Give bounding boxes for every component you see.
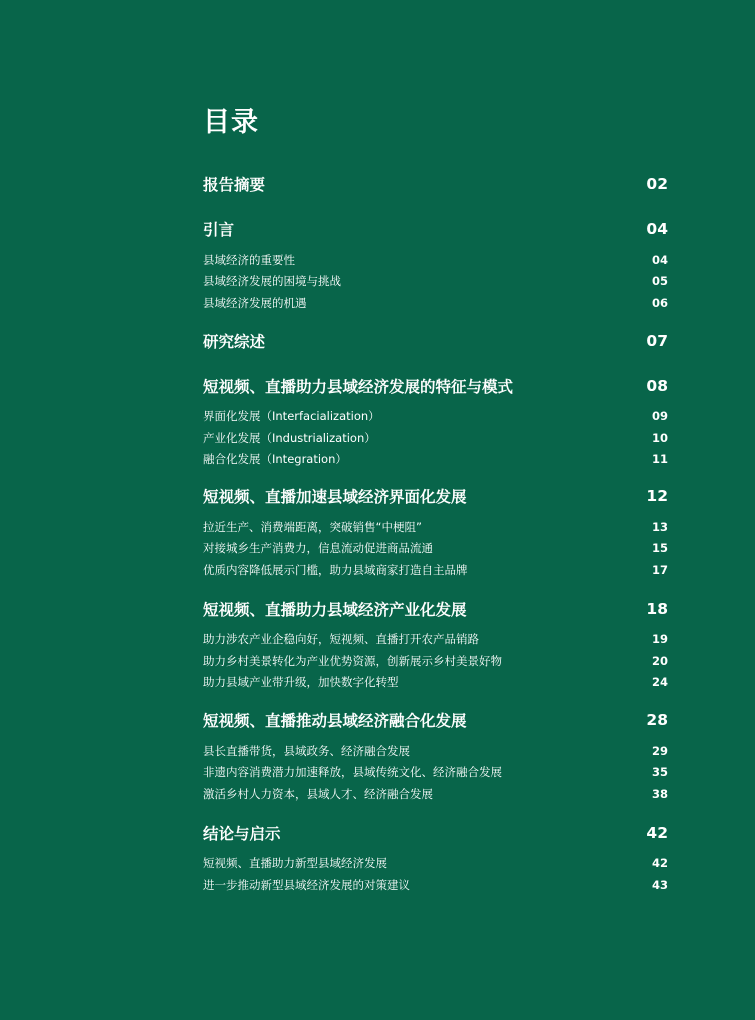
toc-subsection-list [203,406,668,471]
toc-subsection-page: 20 [651,653,668,668]
toc-section-entry[interactable] [203,706,668,734]
toc-subsection-page: 13 [651,519,668,534]
toc-subsection-title: 融合化发展（Integration） [203,452,347,467]
toc-section-page: 18 [646,599,668,618]
toc-section-page: 04 [646,220,668,238]
toc-section [203,482,668,581]
toc-subsection-page: 06 [651,295,668,310]
toc-subsection-page: 24 [651,675,668,690]
toc-subsection-title: 短视频、直播助力新型县域经济发展 [203,856,387,871]
toc-subsection-title: 对接城乡生产消费力，信息流动促进商品流通 [203,541,433,556]
toc-subsection-title: 助力乡村美景转化为产业优势资源，创新展示乡村美景好物 [203,653,502,668]
toc-section-page: 12 [646,487,668,505]
toc-subsection-title: 产业化发展（Industrialization） [203,430,376,445]
toc-section [203,372,668,471]
toc-subsection-list [203,516,668,581]
toc-subsection-page: 09 [651,409,668,424]
toc-subsection-entry[interactable] [203,559,668,581]
toc-subsection-list [203,629,668,694]
toc-section-title: 短视频、直播推动县域经济融合化发展 [203,712,467,730]
toc-section-title: 短视频、直播加速县域经济界面化发展 [203,488,467,506]
toc-subsection-page: 35 [651,765,668,780]
toc-section-page: 07 [646,331,668,350]
toc-subsection-entry[interactable] [203,406,668,428]
toc-section [203,215,668,314]
toc-section-entry[interactable] [203,327,668,355]
toc-subsection-page: 11 [651,452,668,467]
toc-section-page: 02 [646,175,668,193]
toc-subsection-entry[interactable] [203,650,668,672]
toc-subsection-page: 10 [651,430,668,445]
toc-subsection-entry[interactable] [203,427,668,449]
toc-subsection-entry[interactable] [203,538,668,560]
toc-subsection-entry[interactable] [203,762,668,784]
toc-subsection-title: 县域经济发展的机遇 [203,295,307,310]
toc-subsection-page: 38 [651,786,668,801]
toc-section [203,819,668,896]
toc-section-entry[interactable] [203,170,668,198]
toc-subsection-title: 助力县域产业带升级，加快数字化转型 [203,675,399,690]
toc-subsection-title: 县域经济发展的困境与挑战 [203,274,341,289]
toc-section-entry[interactable] [203,819,668,847]
toc-subsection-page: 19 [651,632,668,647]
toc-subsection-title: 界面化发展（Interfacialization） [203,409,380,424]
toc-subsection-entry[interactable] [203,449,668,471]
toc-subsection-title: 非遗内容消费潜力加速释放，县域传统文化、经济融合发展 [203,765,502,780]
toc-subsection-list [203,740,668,805]
toc-section-title: 短视频、直播助力县域经济产业化发展 [203,600,467,619]
toc-subsection-entry[interactable] [203,874,668,896]
toc-subsection-page: 04 [651,252,668,267]
toc-subsection-entry[interactable] [203,629,668,651]
toc-subsection-title: 助力涉农产业企稳向好，短视频、直播打开农产品销路 [203,632,479,647]
toc-subsection-title: 优质内容降低展示门槛，助力县域商家打造自主品牌 [203,562,468,577]
toc-subsection-page: 17 [651,562,668,577]
toc-subsection-entry[interactable] [203,853,668,875]
toc-subsection-entry[interactable] [203,249,668,271]
toc-section-entry[interactable] [203,482,668,510]
toc-subsection-entry[interactable] [203,292,668,314]
toc-section-page: 42 [646,823,668,842]
toc-subsection-entry[interactable] [203,740,668,762]
toc-subsection-page: 43 [651,877,668,892]
toc-subsection-list [203,249,668,314]
toc-subsection-list [203,853,668,896]
toc-section [203,595,668,694]
toc-section [203,170,668,198]
toc-body [203,170,668,896]
toc-section-title: 报告摘要 [203,176,266,194]
toc-subsection-title: 进一步推动新型县域经济发展的对策建议 [203,877,410,892]
toc-section-page: 08 [646,376,668,395]
toc-subsection-title: 激活乡村人力资本，县域人才、经济融合发展 [203,786,433,801]
toc-subsection-page: 29 [651,743,668,758]
toc-subsection-page: 42 [651,856,668,871]
toc-subsection-entry[interactable] [203,783,668,805]
toc-section-entry[interactable] [203,372,668,400]
toc-title: 目录 [203,107,259,138]
toc-section-entry[interactable] [203,595,668,623]
toc-section-entry[interactable] [203,215,668,243]
toc-section [203,706,668,805]
toc-section [203,327,668,355]
toc-subsection-entry[interactable] [203,271,668,293]
table-of-contents [203,104,668,896]
toc-section-page: 28 [646,711,668,729]
toc-subsection-title: 拉近生产、消费端距离，突破销售“中梗阻” [203,519,422,534]
toc-subsection-page: 05 [651,274,668,289]
toc-subsection-entry[interactable] [203,672,668,694]
toc-subsection-title: 县域经济的重要性 [203,252,295,267]
toc-section-title: 短视频、直播助力县域经济发展的特征与模式 [203,377,514,396]
toc-subsection-entry[interactable] [203,516,668,538]
toc-subsection-page: 15 [651,541,668,556]
toc-section-title: 研究综述 [203,332,266,351]
toc-section-title: 结论与启示 [203,824,281,843]
toc-section-title: 引言 [203,221,235,239]
toc-subsection-title: 县长直播带货，县域政务、经济融合发展 [203,743,410,758]
